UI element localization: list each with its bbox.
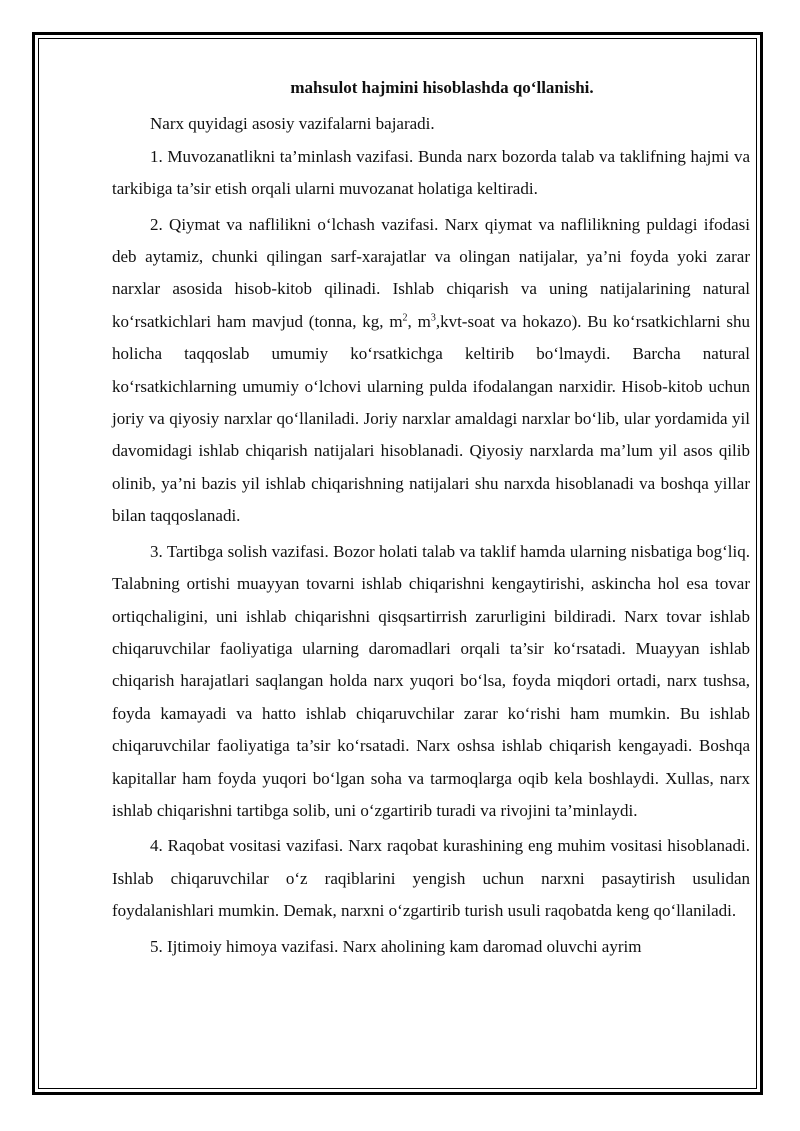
paragraph-4: 4. Raqobat vositasi vazifasi. Narx raqobat kurashining eng muhim vositasi hisoblanadi. Ishlab chiqaruvchilar o‘z raqiblarini yengish uchun narxni pasaytirish usulidan foydalanishlari mumkin. Demak, narxni o‘zgartirib turish usuli raqobatda keng qo‘llaniladi. xyxy=(112,836,750,921)
superscript-3: 3 xyxy=(430,312,436,324)
intro-paragraph: Narx quyidagi asosiy vazifalarni bajaradi. xyxy=(150,114,435,134)
paragraph-5: 5. Ijtimoiy himoya vazifasi. Narx aholining kam daromad oluvchi ayrim xyxy=(150,936,642,956)
paragraph-1: 1. Muvozanatlikni ta’minlash vazifasi. Bunda narx bozorda talab va taklifning hajmi va tarkibiga ta’sir etish orqali ularni muvozanat holatiga keltiradi. xyxy=(112,146,750,199)
document-body xyxy=(112,72,750,963)
paragraph-2-part-a: 2. Qiymat va naflilikni o‘lchash vazifasi. Narx qiymat va naflilikning puldagi ifodasi deb aytamiz, chunki qilingan sarf-xarajatlar va olingan natijalar, ya’ni foyda yoki zarar narxlar asosida hisob-kitob qilinadi. Ishlab chiqarish va uning natijalarining natural ko‘rsatkichlari ham mavjud (tonna, kg, m xyxy=(112,214,750,331)
paragraph-2-part-c: ,kvt-soat va hokazo). Bu ko‘rsatkichlarni shu holicha taqqoslab umumiy ko‘rsatkichga keltirib bo‘lmaydi. Barcha natural ko‘rsatkichlarning umumiy o‘lchovi ularning pulda ifodalangan narxidir. Hisob-kitob uchun joriy va qiyosiy narxlar qo‘llaniladi. Joriy narxlar amaldagi narxlar bo‘lib, ular yordamida yil davomidagi ishlab chiqarish natijalari hisoblanadi. Qiyosiy narxlarda ma’lum yil asos qilib olinib, ya’ni bazis yil ishlab chiqarishning natijalari shu narxda hisoblanadi va boshqa yillar bilan taqqoslanadi. xyxy=(112,311,750,526)
paragraph-3: 3. Tartibga solish vazifasi. Bozor holati talab va taklif hamda ularning nisbatiga bog‘liq. Talabning ortishi muayyan tovarni ishlab chiqarishni kengaytirishi, askincha hol esa tovar ortiqchaligini, uni ishlab chiqarishni qisqsartirrish zarurligini bildiradi. Narx tovar ishlab chiqaruvchilar faoliyatiga ularning daromadlari orqali ta’sir ko‘rsatadi. Muayyan ishlab chiqarish harajatlari saqlangan holda narx yuqori bo‘lsa, foyda miqdori ortadi, narx tushsa, foyda kamayadi va hatto ishlab chiqaruvchilar zarar ko‘rishi ham mumkin. Bu ishlab chiqaruvchilar faoliyatiga ta’sir ko‘rsatadi. Narx oshsa ishlab chiqarish kengayadi. Boshqa kapitallar ham foyda yuqori bo‘lgan soha va tarmoqlarga oqib kela boshlaydi. Xullas, narx ishlab chiqarishni tartibga solib, uni o‘zgartirib turadi va rivojini ta’minlaydi. xyxy=(112,541,750,820)
paragraph-2-part-b: , m xyxy=(407,311,431,331)
superscript-2: 2 xyxy=(402,312,408,324)
paragraph-2 xyxy=(112,209,750,533)
section-title: mahsulot hajmini hisoblashda qo‘llanishi. xyxy=(290,78,594,97)
